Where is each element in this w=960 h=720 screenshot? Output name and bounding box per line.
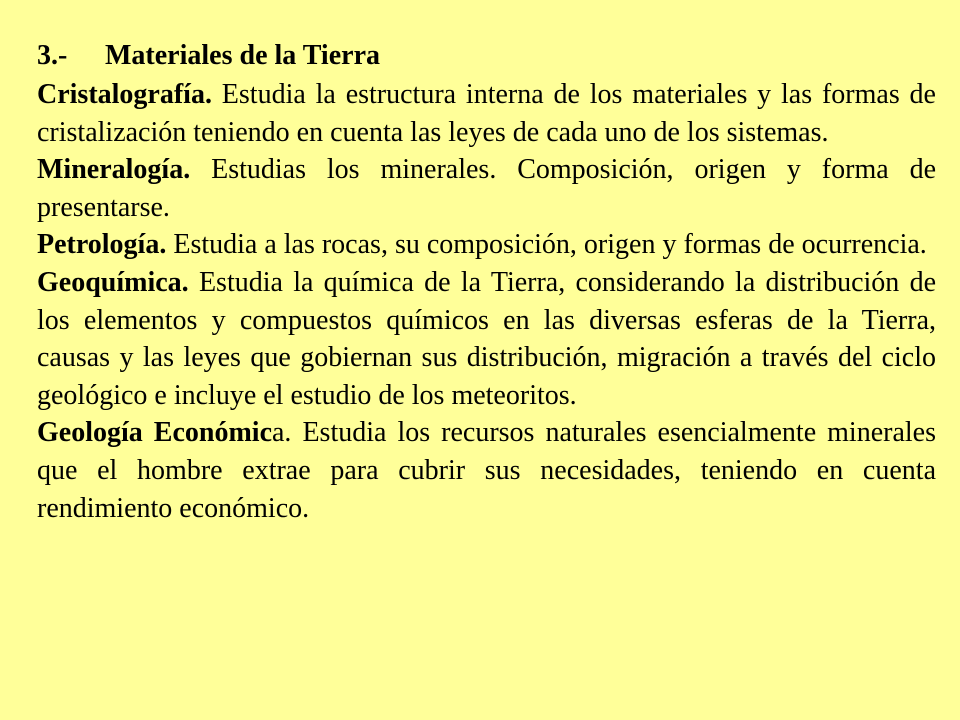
entry-petrologia <box>37 226 936 264</box>
slide-title <box>37 38 936 74</box>
definition: Estudia a las rocas, su composición, origen y formas de ocurrencia. <box>166 229 927 261</box>
entry-mineralogia <box>37 151 936 226</box>
term-suffix: a. <box>272 417 292 449</box>
entry-geoquimica <box>37 264 936 414</box>
definition: Estudias los minerales. Composición, origen y forma de presentarse. <box>37 154 936 223</box>
term: Mineralogía. <box>37 154 191 186</box>
entry-cristalografia <box>37 76 936 151</box>
definition: Estudia la estructura interna de los materiales y las formas de cristalización teniendo en cuenta las leyes de cada uno de los sistemas. <box>37 79 936 148</box>
title-text: Materiales de la Tierra <box>105 40 380 71</box>
term: Cristalografía. <box>37 79 212 110</box>
term: Geología Económic <box>37 417 272 449</box>
title-number: 3.- <box>37 40 68 71</box>
entry-geologia-economica <box>37 414 936 527</box>
term: Geoquímica. <box>37 266 189 298</box>
term: Petrología. <box>37 229 167 261</box>
definition: Estudia los recursos naturales esencialmente minerales que el hombre extrae para cubrir sus necesidades, teniendo en cuenta rendimiento económico. <box>37 417 936 524</box>
definition: Estudia la química de la Tierra, considerando la distribución de los elementos y compuestos químicos en las diversas esferas de la Tierra, causas y las leyes que gobiernan sus distribución, migración a través del ciclo geológico e incluye el estudio de los meteoritos. <box>37 266 936 411</box>
